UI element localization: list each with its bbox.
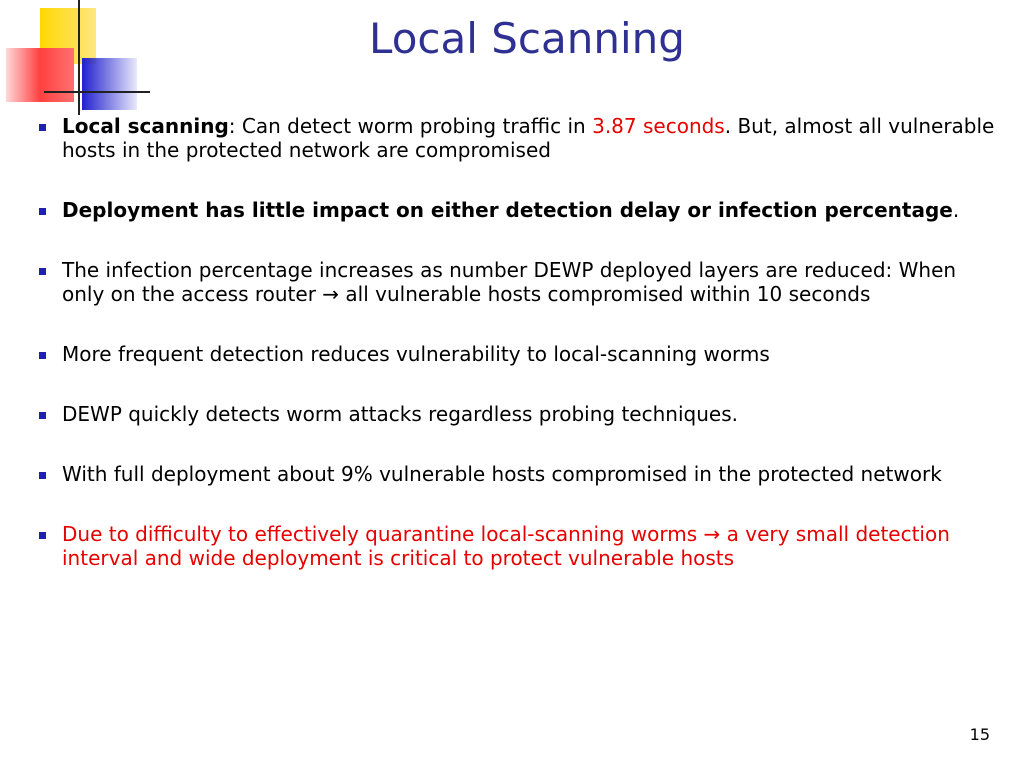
bullet-marker-icon	[39, 532, 46, 539]
bullet-item-2	[38, 198, 998, 222]
bullet-7-text-a: Due to difficulty to effectively quarantine local-scanning worms	[62, 522, 704, 546]
bullet-1-highlight: 3.87 seconds	[592, 114, 725, 138]
logo-blue-square	[82, 58, 137, 110]
bullet-item-6	[38, 462, 998, 486]
bullet-marker-icon	[39, 208, 46, 215]
bullet-4-text: More frequent detection reduces vulnerability to local-scanning worms	[62, 342, 770, 366]
bullet-marker-icon	[39, 124, 46, 131]
slide-title: Local Scanning	[369, 14, 685, 63]
bullet-3-text-a: The infection percentage increases as number DEWP deployed layers are reduced: When only on the access router	[62, 258, 957, 306]
bullet-1-text-b: . But, almost all vulnerable hosts in the protected network are compromised	[62, 114, 995, 162]
decorative-logo	[0, 0, 150, 120]
bullet-item-7	[38, 522, 998, 570]
bullet-marker-icon	[39, 412, 46, 419]
bullet-5-text: DEWP quickly detects worm attacks regardless probing techniques.	[62, 402, 738, 426]
arrow-right-icon: →	[322, 282, 340, 306]
bullet-marker-icon	[39, 472, 46, 479]
bullet-item-3	[38, 258, 998, 306]
bullet-item-4	[38, 342, 998, 366]
bullet-7-text-b: a very small detection interval and wide deployment is critical to protect vulnerable hosts	[62, 522, 950, 570]
bullet-6-text: With full deployment about 9% vulnerable hosts compromised in the protected network	[62, 462, 942, 486]
arrow-right-icon: →	[703, 522, 721, 546]
bullet-marker-icon	[39, 352, 46, 359]
logo-red-square	[6, 48, 74, 102]
page-number: 15	[969, 725, 990, 744]
bullet-list	[38, 114, 998, 606]
bullet-item-1	[38, 114, 998, 162]
bullet-2-tail: .	[952, 198, 960, 222]
bullet-item-5	[38, 402, 998, 426]
bullet-marker-icon	[39, 268, 46, 275]
bullet-1-text-a: : Can detect worm probing traffic in	[228, 114, 593, 138]
bullet-3-text-b: all vulnerable hosts compromised within 10 seconds	[339, 282, 871, 306]
bullet-1-lead: Local scanning	[62, 114, 229, 138]
bullet-2-bold-text: Deployment has little impact on either detection delay or infection percentage	[62, 198, 953, 222]
